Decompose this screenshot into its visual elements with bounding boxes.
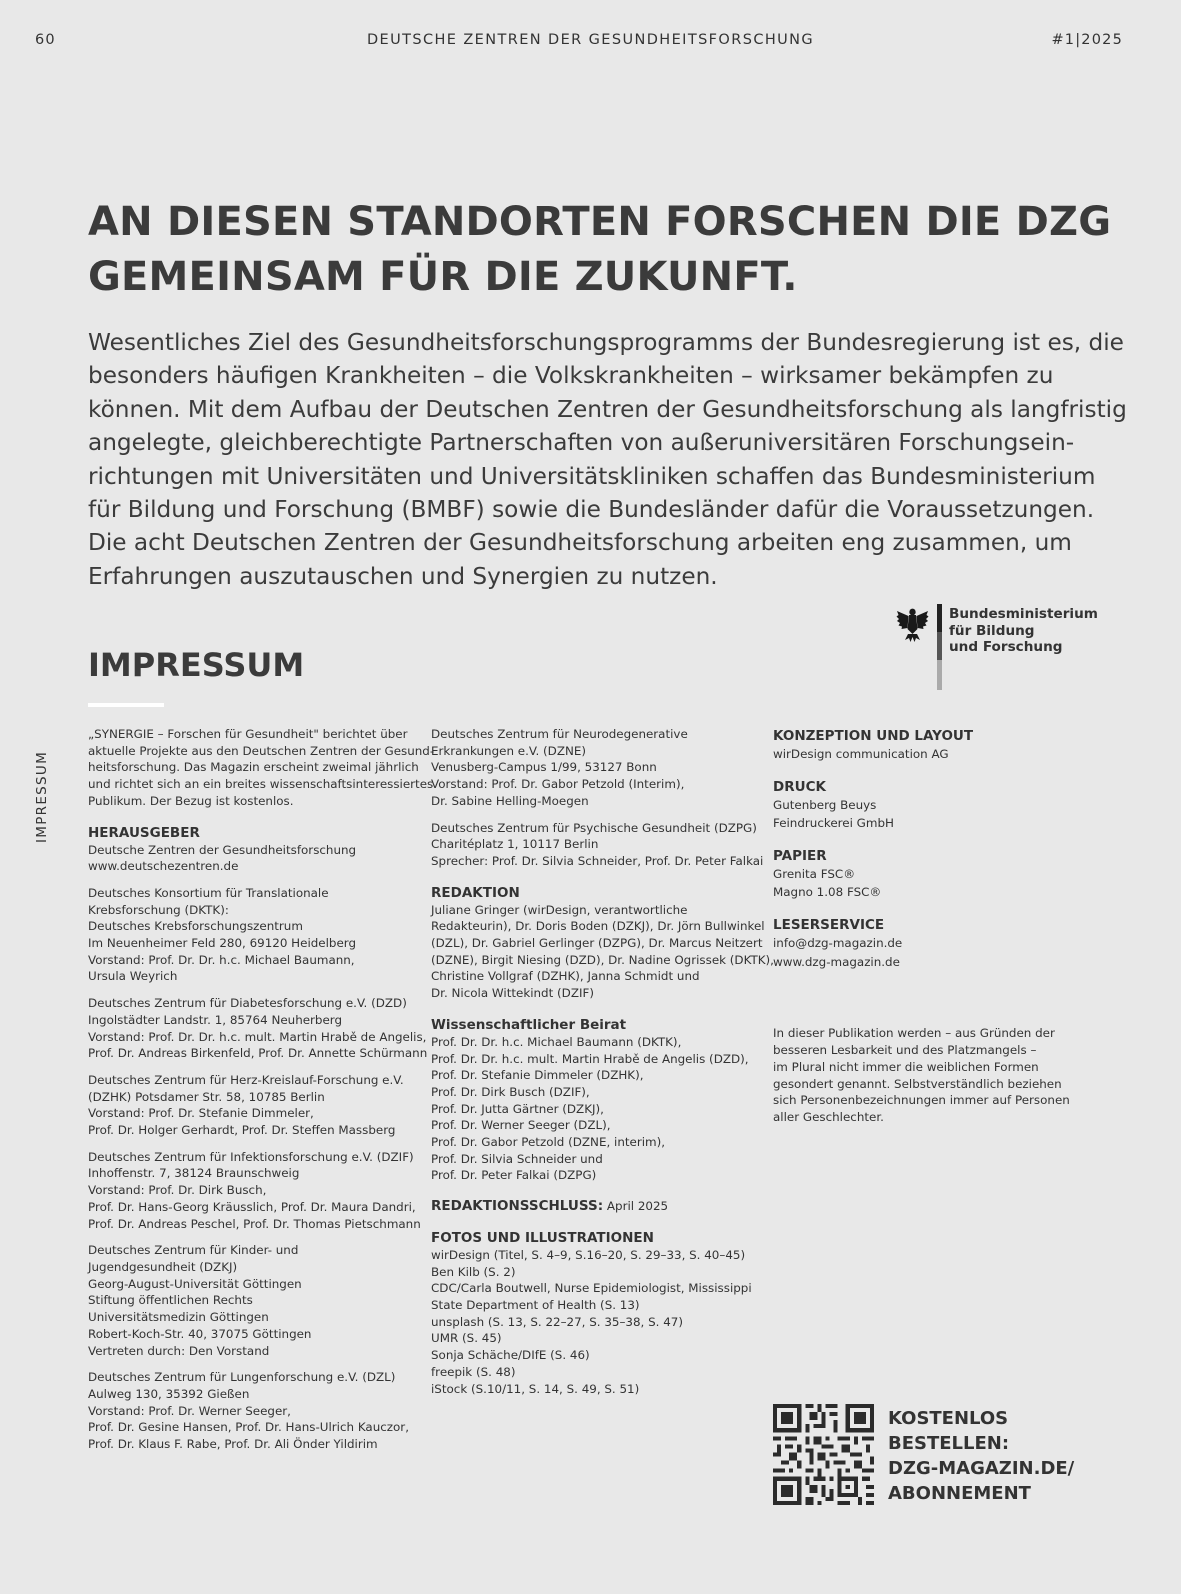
center-address: Deutsches Konsortium für Translationale Krebsforschung (DKTK): Deutsches Krebsforschungszentrum Im Neuenheimer Feld 280, 69120 Heidelberg Vorstand: Prof. Dr. Dr. h.c. Michael Baumann, Ursula Weyrich — [88, 885, 357, 984]
qr-code-icon[interactable] — [773, 1404, 874, 1505]
print-info: Gutenberg Beuys Feindruckerei GmbH — [773, 797, 894, 831]
paper-heading: PAPIER — [773, 847, 827, 864]
subscribe-line: BESTELLEN: — [888, 1433, 1010, 1454]
lead-line: Die acht Deutschen Zentren der Gesundheitsforschung arbeiten eng zusammen, um — [88, 529, 1072, 557]
center-address: Deutsches Zentrum für Lungenforschung e.V. (DZL) Aulweg 130, 35392 Gießen Vorstand: Prof. Dr. Werner Seeger, Prof. Dr. Gesine Hansen, Prof. Dr. Hans-Ulrich Kauczor, Prof. Dr. Klaus F. Rabe, Prof. Dr. Ali Önder Yildirim — [88, 1370, 409, 1452]
center-address: Deutsches Zentrum für Kinder- und Jugendgesundheit (DZKJ) Georg-August-Universität Göttingen Stiftung öffentlichen Rechts Universitätsmedizin Göttingen Robert-Koch-Str. 40, 37075 Göttingen Vertreten durch: Den Vorstand — [88, 1243, 312, 1358]
headline — [88, 195, 1112, 305]
advisory-board: Prof. Dr. Dr. h.c. Michael Baumann (DKTK), Prof. Dr. Dr. h.c. mult. Martin Hrabě de Angelis (DZD), Prof. Dr. Stefanie Dimmeler (DZHK), Prof. Dr. Dirk Busch (DZIF), Prof. Dr. Jutta Gärtner (DZKJ), Prof. Dr. Werner Seeger (DZL), Prof. Dr. Gabor Petzold (DZNE, interim), Prof. Dr. Silvia Schneider und Prof. Dr. Peter Falkai (DZPG) — [431, 1034, 749, 1183]
center-address: Deutsches Zentrum für Diabetesforschung e.V. (DZD) Ingolstädter Landstr. 1, 85764 Neuherberg Vorstand: Prof. Dr. Dr. h.c. mult. Martin Hrabě de Angelis, Prof. Dr. Andreas Birkenfeld, Prof. Dr. Annette Schürmann — [88, 996, 428, 1061]
lead-line: Erfahrungen auszutauschen und Synergien zu nutzen. — [88, 562, 718, 590]
service-email[interactable]: info@dzg-magazin.de — [773, 935, 903, 950]
bmbf-logo — [896, 604, 1096, 690]
bmbf-logo-line: Bundesministerium — [949, 606, 1098, 622]
page-number: 60 — [35, 32, 56, 48]
lead-line: für Bildung und Forschung (BMBF) sowie die Bundesländer dafür die Voraussetzungen. — [88, 496, 1095, 524]
bmbf-logo-line: und Forschung — [949, 639, 1063, 655]
center-address: Deutsches Zentrum für Neurodegenerative Erkrankungen e.V. (DZNE) Venusberg-Campus 1/99, 53127 Bonn Vorstand: Prof. Dr. Gabor Petzold (Interim), Dr. Sabine Helling-Moegen — [431, 727, 688, 808]
lead-line: Wesentliches Ziel des Gesundheitsforschungsprogramms der Bundesregierung ist es, die — [88, 329, 1124, 356]
impressum-column-3 — [773, 727, 1070, 1126]
service-heading: LESERSERVICE — [773, 916, 885, 933]
lead-paragraph — [88, 326, 1127, 593]
publication-title: DEUTSCHE ZENTREN DER GESUNDHEITSFORSCHUNG — [366, 32, 815, 48]
lead-line: angelegte, gleichberechtigte Partnerschaften von außeruniversitären Forschungsein- — [88, 429, 1075, 457]
center-address: Deutsches Zentrum für Herz-Kreislauf-Forschung e.V. (DZHK) Potsdamer Str. 58, 10785 Berlin Vorstand: Prof. Dr. Stefanie Dimmeler, Prof. Dr. Holger Gerhardt, Prof. Dr. Steffen Massberg — [88, 1072, 404, 1138]
editorial-deadline — [431, 1198, 751, 1215]
eagle-icon — [896, 607, 929, 643]
editorial-heading: REDAKTION — [431, 884, 520, 901]
headline-line: GEMEINSAM FÜR DIE ZUKUNFT. — [88, 254, 798, 300]
impressum-title: IMPRESSUM — [88, 646, 305, 684]
photos-heading: FOTOS UND ILLUSTRATIONEN — [431, 1229, 654, 1246]
board-heading: Wissenschaftlicher Beirat — [431, 1016, 627, 1033]
deadline-value: April 2025 — [606, 1199, 669, 1214]
impressum-divider — [88, 703, 164, 707]
photo-credits: wirDesign (Titel, S. 4–9, S.16–20, S. 29–33, S. 40–45) Ben Kilb (S. 2) CDC/Carla Boutwell, Nurse Epidemiologist, Mississippi State Department of Health (S. 13) unsplash (S. 13, S. 22–27, S. 35–38, S. 47) UMR (S. 45) Sonja Schäche/DIfE (S. 46) freepik (S. 48) iStock (S.10/11, S. 14, S. 49, S. 51) — [431, 1247, 752, 1396]
issue-number: #1|2025 — [1051, 32, 1123, 48]
deadline-label: REDAKTIONSSCHLUSS: — [431, 1198, 604, 1215]
layout-info: wirDesign communication AG — [773, 747, 949, 761]
side-section-label: IMPRESSUM — [34, 750, 50, 843]
lead-line: besonders häufigen Krankheiten – die Volkskrankheiten – wirksamer bekämpfen zu — [88, 362, 1054, 390]
logo-bars — [937, 604, 942, 690]
center-address: Deutsches Zentrum für Infektionsforschung e.V. (DZIF) Inhoffenstr. 7, 38124 Braunschweig Vorstand: Prof. Dr. Dirk Busch, Prof. Dr. Hans-Georg Kräusslich, Prof. Dr. Maura Dandri, Prof. Dr. Andreas Peschel, Prof. Dr. Thomas Pietschmann — [88, 1149, 421, 1231]
center-address: Deutsches Zentrum für Psychische Gesundheit (DZPG) Charitéplatz 1, 10117 Berlin Sprecher: Prof. Dr. Silvia Schneider, Prof. Dr. Peter Falkai — [431, 820, 764, 868]
bmbf-logo-line: für Bildung — [949, 622, 1035, 639]
gender-note: In dieser Publikation werden – aus Gründen der besseren Lesbarkeit und des Platzmangels – im Plural nicht immer die weiblichen Formen gesondert genannt. Selbstverständlich beziehen sich Personenbezeichnungen immer auf Personen aller Geschlechter. — [773, 1026, 1070, 1125]
service-website[interactable]: www.dzg-magazin.de — [773, 954, 900, 969]
subscribe-link[interactable]: ABONNEMENT — [888, 1483, 1031, 1504]
lead-line: richtungen mit Universitäten und Universitätskliniken schaffen das Bundesministerium — [88, 462, 1096, 490]
publisher-info: Deutsche Zentren der Gesundheitsforschung www.deutschezentren.de — [88, 842, 357, 874]
subscribe-link[interactable]: DZG-MAGAZIN.DE/ — [888, 1458, 1075, 1479]
bmbf-logo-text — [949, 606, 1098, 656]
impressum-column-1 — [88, 726, 435, 1463]
publisher-heading: HERAUSGEBER — [88, 824, 200, 841]
service-info — [773, 934, 1063, 971]
impressum-column-2 — [431, 726, 774, 1407]
lead-line: können. Mit dem Aufbau der Deutschen Zentren der Gesundheitsforschung als langfristig — [88, 395, 1127, 423]
subscribe-line: KOSTENLOS — [888, 1408, 1009, 1429]
subscribe-callout[interactable] — [888, 1406, 1074, 1506]
print-heading: DRUCK — [773, 778, 826, 795]
editorial-team: Juliane Gringer (wirDesign, verantwortliche Redakteurin), Dr. Doris Boden (DZKJ), Dr. Jörn Bullwinkel (DZL), Dr. Gabriel Gerlinger (DZPG), Dr. Marcus Neitzert (DZNE), Birgit Niesing (DZD), Dr. Nadine Ogrissek (DKTK), Christine Vollgraf (DZHK), Janna Schmidt und Dr. Nicola Wittekindt (DZIF) — [431, 902, 774, 1001]
layout-heading: KONZEPTION UND LAYOUT — [773, 728, 974, 744]
intro-text: „SYNERGIE – Forschen für Gesundheit" berichtet über aktuelle Projekte aus den Deutschen Zentren der Gesund- heitsforschung. Das Magazin erscheint zweimal jährlich und richtet sich an ein breites wissenschaftsinteressiertes Publikum. Der Bezug ist kostenlos. — [88, 727, 435, 808]
paper-info: Grenita FSC® Magno 1.08 FSC® — [773, 866, 882, 900]
headline-line: AN DIESEN STANDORTEN FORSCHEN DIE DZG — [88, 199, 1112, 245]
